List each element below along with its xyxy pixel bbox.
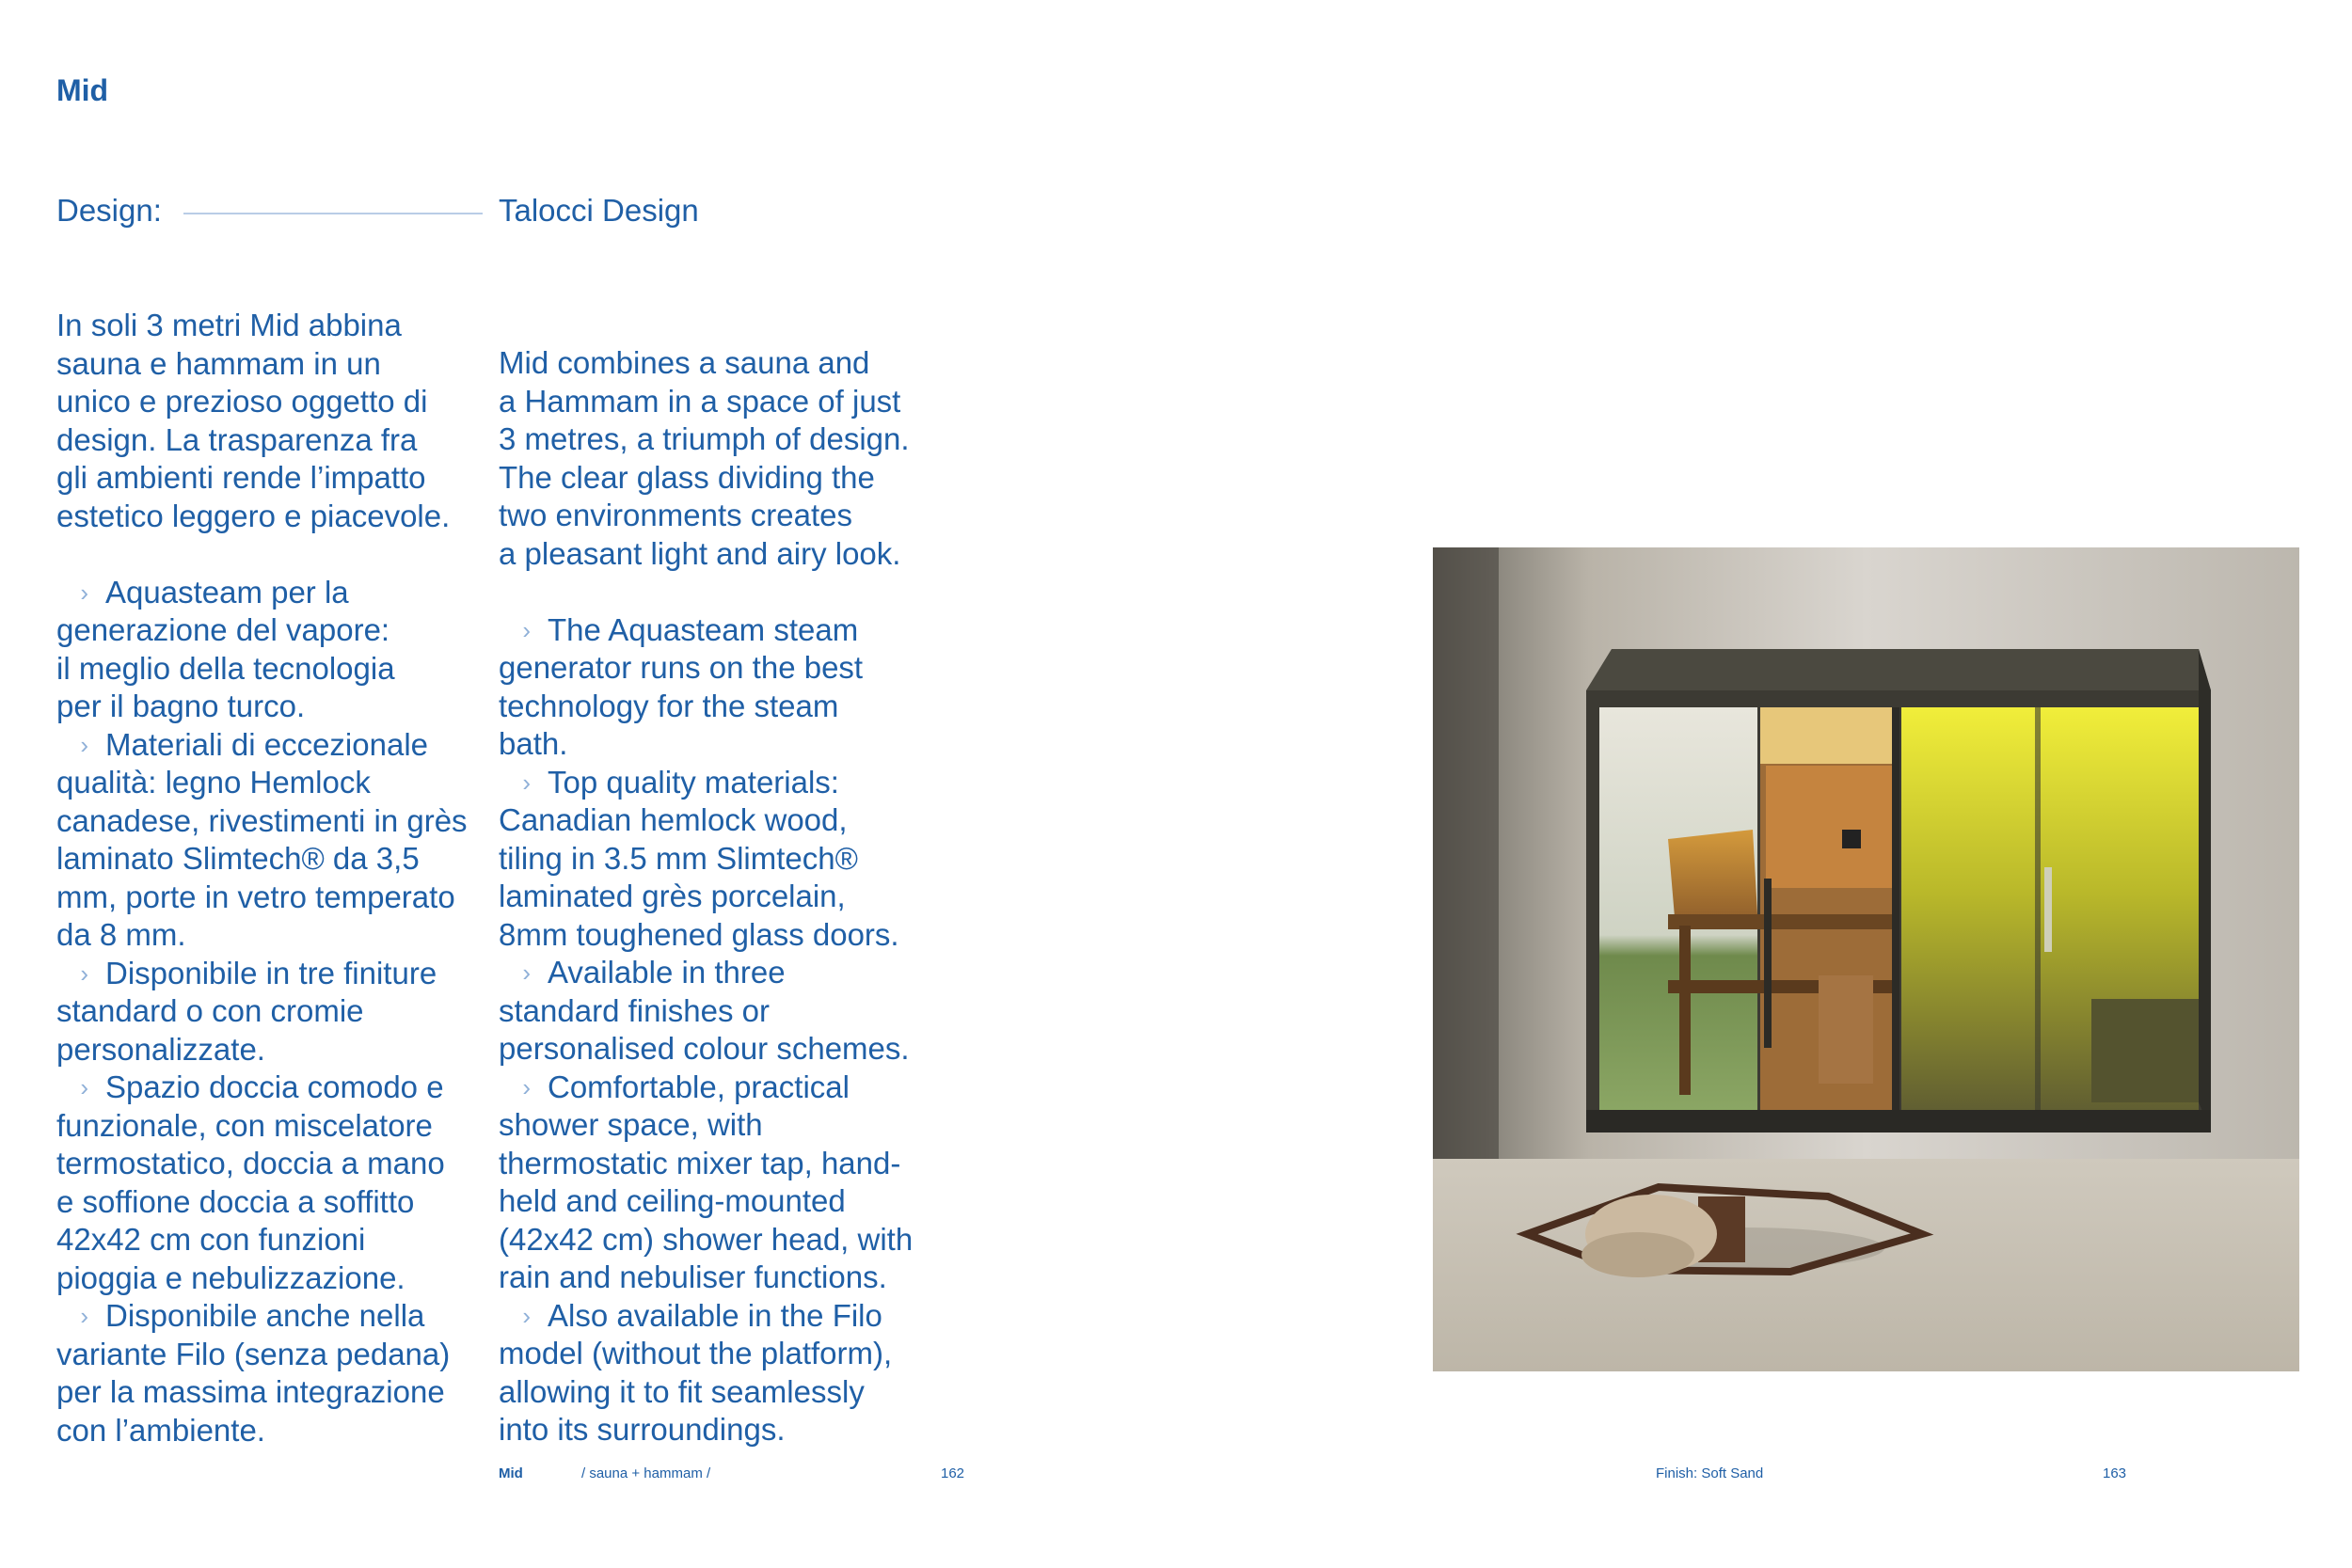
feature-line <box>499 954 941 992</box>
feature-text: shower space, with <box>499 1107 763 1142</box>
feature-text: il meglio della tecnologia <box>56 650 395 686</box>
chevron-right-icon: › <box>80 958 88 988</box>
feature-text: Aquasteam per la <box>105 574 349 610</box>
feature-text: da 8 mm. <box>56 917 186 952</box>
feature-text: Disponibile anche nella <box>105 1298 425 1333</box>
intro-line: a Hammam in a space of just <box>499 383 901 419</box>
feature-text: funzionale, con miscelatore <box>56 1107 433 1143</box>
intro-line: Mid combines a sauna and <box>499 345 870 380</box>
feature-line <box>56 840 499 879</box>
feature-line <box>499 764 941 802</box>
feature-line <box>499 1030 941 1069</box>
italian-text-column <box>56 307 499 1449</box>
intro-line: sauna e hammam in un <box>56 345 381 381</box>
footer-title: Mid <box>499 1465 523 1481</box>
feature-text: Spazio doccia comodo e <box>105 1069 444 1104</box>
page-number-left: 162 <box>941 1465 965 1481</box>
feature-line <box>56 1031 499 1069</box>
feature-text: 8mm toughened glass doors. <box>499 916 899 952</box>
feature-line <box>56 1069 499 1107</box>
feature-text: Canadian hemlock wood, <box>499 802 848 837</box>
feature-text: technology for the steam <box>499 688 839 723</box>
feature-line <box>499 801 941 840</box>
feature-text: pioggia e nebulizzazione. <box>56 1259 405 1295</box>
feature-line <box>56 1107 499 1146</box>
chevron-right-icon: › <box>80 1302 88 1330</box>
footer-section: / sauna + hammam / <box>581 1465 711 1481</box>
feature-line <box>56 1221 499 1259</box>
chevron-right-icon: › <box>522 1301 531 1330</box>
feature-line <box>499 1297 941 1336</box>
page-number-right: 163 <box>2103 1465 2127 1481</box>
feature-line <box>56 688 499 726</box>
chevron-right-icon: › <box>80 730 88 759</box>
feature-line <box>499 1069 941 1107</box>
feature-line <box>56 1373 499 1412</box>
feature-line <box>499 916 941 955</box>
feature-text: personalised colour schemes. <box>499 1031 910 1066</box>
feature-text: per la massima integrazione <box>56 1374 445 1409</box>
feature-line <box>56 764 499 802</box>
feature-line <box>499 611 941 650</box>
feature-line <box>499 1335 941 1373</box>
feature-line <box>56 879 499 917</box>
feature-text: rain and nebuliser functions. <box>499 1259 887 1294</box>
intro-line: The clear glass dividing the <box>499 459 875 495</box>
feature-text: model (without the platform), <box>499 1336 893 1370</box>
feature-text: mm, porte in vetro temperato <box>56 879 455 914</box>
feature-line <box>56 992 499 1031</box>
feature-line <box>56 574 499 612</box>
chevron-right-icon: › <box>522 958 531 987</box>
feature-line <box>499 1106 941 1145</box>
feature-line <box>56 1259 499 1298</box>
chevron-right-icon: › <box>522 1072 531 1101</box>
feature-text: held and ceiling-mounted <box>499 1183 846 1218</box>
feature-text: personalizzate. <box>56 1031 265 1067</box>
feature-text: variante Filo (senza pedana) <box>56 1336 451 1371</box>
feature-text: con l’ambiente. <box>56 1412 265 1448</box>
feature-line <box>56 802 499 841</box>
paragraph-gap <box>56 535 499 574</box>
paragraph-gap <box>499 573 941 611</box>
feature-line <box>499 725 941 764</box>
feature-text: Available in three <box>548 955 786 990</box>
feature-text: Disponibile in tre finiture <box>105 955 437 990</box>
feature-line <box>499 1411 941 1449</box>
chevron-right-icon: › <box>80 1073 88 1101</box>
feature-text: standard finishes or <box>499 992 770 1028</box>
chevron-right-icon: › <box>80 578 88 607</box>
feature-line <box>499 840 941 879</box>
photo-caption: Finish: Soft Sand <box>1656 1465 1764 1481</box>
feature-text: generazione del vapore: <box>56 612 390 647</box>
feature-line <box>56 611 499 650</box>
feature-text: e soffione doccia a soffitto <box>56 1183 415 1219</box>
feature-line <box>56 1145 499 1183</box>
feature-line <box>499 992 941 1031</box>
feature-line <box>56 955 499 993</box>
design-divider <box>183 213 483 214</box>
intro-line: unico e prezioso oggetto di <box>56 384 428 419</box>
feature-text: per il bagno turco. <box>56 689 306 723</box>
feature-text: allowing it to fit seamlessly <box>499 1373 865 1409</box>
feature-text: into its surroundings. <box>499 1412 786 1447</box>
feature-text: termostatico, doccia a mano <box>56 1146 445 1180</box>
feature-line <box>56 1297 499 1336</box>
designer-name: Talocci Design <box>499 193 699 228</box>
feature-text: Materiali di eccezionale <box>105 726 429 762</box>
feature-text: Also available in the Filo <box>548 1297 882 1333</box>
feature-text: laminato Slimtech® da 3,5 <box>56 841 420 876</box>
feature-line <box>499 878 941 916</box>
intro-line: two environments creates <box>499 498 853 532</box>
feature-text: generator runs on the best <box>499 650 864 685</box>
english-text-column <box>499 344 941 1449</box>
feature-line <box>56 1412 499 1450</box>
feature-text: laminated grès porcelain, <box>499 879 846 913</box>
product-photo <box>1433 547 2299 1371</box>
feature-line <box>499 1259 941 1297</box>
feature-line <box>499 1182 941 1221</box>
chevron-right-icon: › <box>522 768 531 797</box>
intro-line: In soli 3 metri Mid abbina <box>56 308 402 342</box>
feature-text: Top quality materials: <box>548 764 839 800</box>
feature-text: standard o con cromie <box>56 993 364 1028</box>
feature-line <box>499 649 941 688</box>
feature-line <box>56 650 499 689</box>
feature-text: The Aquasteam steam <box>548 611 859 647</box>
intro-line: 3 metres, a triumph of design. <box>499 421 910 456</box>
chevron-right-icon: › <box>522 615 531 644</box>
feature-text: Comfortable, practical <box>548 1069 850 1104</box>
feature-text: qualità: legno Hemlock <box>56 765 371 800</box>
intro-line: design. La trasparenza fra <box>56 421 418 457</box>
page-title: Mid <box>56 73 109 107</box>
feature-text: thermostatic mixer tap, hand- <box>499 1145 901 1180</box>
feature-text: (42x42 cm) shower head, with <box>499 1221 914 1257</box>
design-label: Design: <box>56 193 162 228</box>
intro-line: gli ambienti rende l’impatto <box>56 460 426 495</box>
feature-text: bath. <box>499 726 568 761</box>
feature-text: 42x42 cm con funzioni <box>56 1222 366 1257</box>
feature-line <box>56 1183 499 1222</box>
feature-line <box>56 726 499 765</box>
feature-line <box>499 1145 941 1183</box>
intro-line: a pleasant light and airy look. <box>499 535 901 571</box>
feature-line <box>56 916 499 955</box>
feature-text: tiling in 3.5 mm Slimtech® <box>499 840 858 876</box>
feature-line <box>56 1336 499 1374</box>
feature-text: canadese, rivestimenti in grès <box>56 802 468 838</box>
feature-line <box>499 1373 941 1412</box>
feature-line <box>499 1221 941 1259</box>
intro-line: estetico leggero e piacevole. <box>56 498 451 533</box>
feature-line <box>499 688 941 726</box>
